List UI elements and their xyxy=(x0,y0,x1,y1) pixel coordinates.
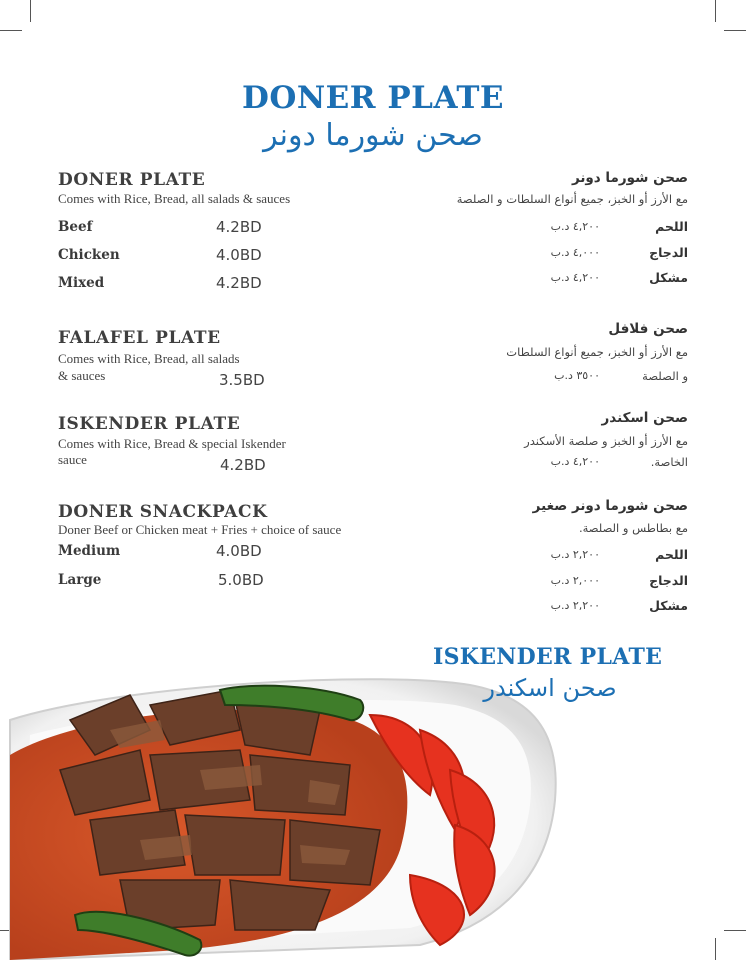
menu-item-price: 4.2BD xyxy=(216,218,262,236)
menu-item-price-arabic: ٤,٢٠٠ د.ب xyxy=(550,455,600,468)
menu-item-name-arabic: الدجاج xyxy=(649,245,688,260)
menu-item-price: 5.0BD xyxy=(218,571,264,589)
section-description-arabic: مع الأرز أو الخبز، جميع أنواع السلطات و الصلصة xyxy=(456,192,688,206)
section-title-doner-snackpack: DONER SNACKPACK xyxy=(58,502,268,522)
menu-item-name: Large xyxy=(58,572,102,588)
menu-item-name: Chicken xyxy=(58,247,120,263)
menu-item-name: Mixed xyxy=(58,275,105,291)
menu-item-name-arabic: الدجاج xyxy=(649,573,688,588)
section-title-arabic: صحن شورما دونر xyxy=(571,170,688,186)
section-description: Doner Beef or Chicken meat + Fries + choice of sauce xyxy=(58,522,342,537)
section-title-arabic: صحن شورما دونر صغير xyxy=(532,498,688,514)
page-title-arabic: صحن شورما دونر xyxy=(263,118,483,153)
section-description: Comes with Rice, Bread & special Iskender xyxy=(58,436,286,451)
feature-title: ISKENDER PLATE xyxy=(433,644,663,670)
section-title-arabic: صحن فلافل xyxy=(608,321,688,337)
menu-item-price: 4.0BD xyxy=(216,246,262,264)
section-description: & sauces xyxy=(58,368,106,383)
crop-mark xyxy=(715,0,716,22)
menu-item-price: 4.2BD xyxy=(220,456,266,474)
menu-item-name-arabic: اللحم xyxy=(655,547,688,562)
menu-item-price: 3.5BD xyxy=(219,371,265,389)
section-description-arabic: الخاصة. xyxy=(650,455,688,469)
feature-title-arabic: صحن اسكندر xyxy=(483,674,617,702)
section-description: Comes with Rice, Bread, all salads & sauces xyxy=(58,191,291,206)
menu-item-name-arabic: مشكل xyxy=(649,598,688,613)
section-title-iskender-plate: ISKENDER PLATE xyxy=(58,414,241,434)
page-title: DONER PLATE xyxy=(241,80,505,116)
menu-item-name-arabic: اللحم xyxy=(655,219,688,234)
menu-item-price-arabic: ٢,٢٠٠ د.ب xyxy=(550,548,600,561)
menu-item-price: 4.2BD xyxy=(216,274,262,292)
section-description: sauce xyxy=(58,452,87,467)
menu-item-price-arabic: ٢,٠٠٠ د.ب xyxy=(550,574,600,587)
crop-mark xyxy=(715,938,716,960)
menu-item-price-arabic: ٣٥٠٠ د.ب xyxy=(554,369,600,382)
section-description-arabic: مع الأرز أو الخبز، جميع أنواع السلطات xyxy=(506,345,688,359)
section-description-arabic: مع الأرز أو الخبز و صلصة الأسكندر xyxy=(524,434,688,448)
section-title-falafel-plate: FALAFEL PLATE xyxy=(58,328,221,348)
section-description-arabic: مع بطاطس و الصلصة. xyxy=(578,521,688,535)
menu-item-price-arabic: ٤,٢٠٠ د.ب xyxy=(550,220,600,233)
menu-item-price: 4.0BD xyxy=(216,542,262,560)
crop-mark xyxy=(724,30,746,31)
crop-mark xyxy=(30,0,31,22)
menu-item-name: Medium xyxy=(58,543,121,559)
section-description-arabic: و الصلصة xyxy=(642,369,688,383)
crop-mark xyxy=(0,30,22,31)
iskender-plate-photo xyxy=(0,660,600,960)
section-description: Comes with Rice, Bread, all salads xyxy=(58,351,240,366)
menu-item-name-arabic: مشكل xyxy=(649,270,688,285)
menu-item-price-arabic: ٤,٢٠٠ د.ب xyxy=(550,271,600,284)
section-title-arabic: صحن اسكندر xyxy=(601,410,688,426)
crop-mark xyxy=(724,930,746,931)
section-title-doner-plate: DONER PLATE xyxy=(58,170,206,190)
menu-item-name: Beef xyxy=(58,219,93,235)
menu-item-price-arabic: ٤,٠٠٠ د.ب xyxy=(550,246,600,259)
menu-item-price-arabic: ٢,٢٠٠ د.ب xyxy=(550,599,600,612)
